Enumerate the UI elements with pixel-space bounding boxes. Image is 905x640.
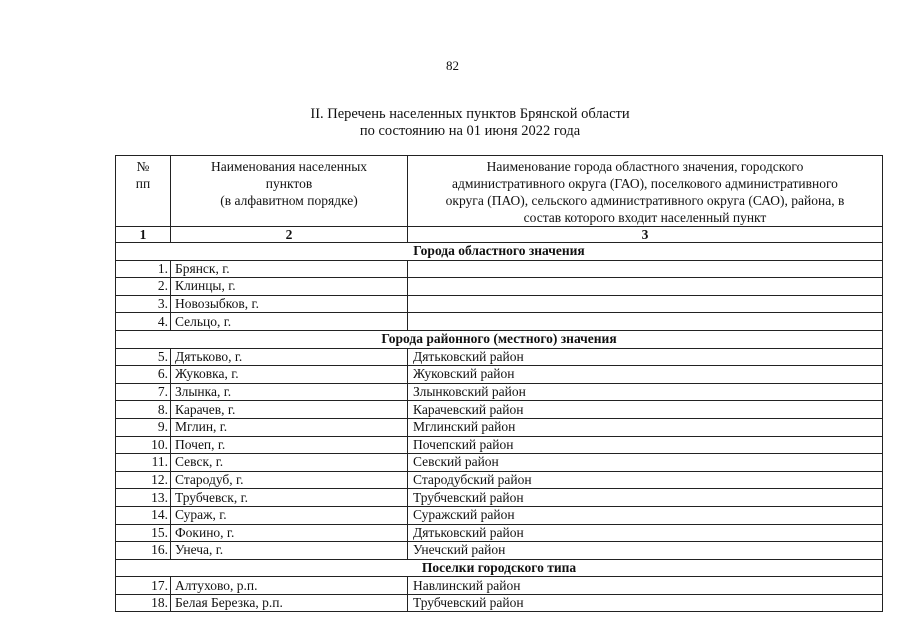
district-cell: Карачевский район <box>408 401 883 419</box>
header-settlement-cell <box>171 156 408 227</box>
row-number-cell: 6. <box>116 366 171 384</box>
district-cell: Унечский район <box>408 542 883 560</box>
table-body <box>116 243 883 612</box>
table-row <box>116 313 883 331</box>
header-settlement-line: Наименования населенных <box>210 159 368 174</box>
header-number-cell <box>116 156 171 227</box>
row-number-cell: 14. <box>116 506 171 524</box>
settlement-name-cell: Новозыбков, г. <box>171 295 408 313</box>
header-district-line: Наименование города областного значения, городского <box>486 159 804 174</box>
table-row <box>116 524 883 542</box>
district-cell <box>408 313 883 331</box>
settlement-name-cell: Карачев, г. <box>171 401 408 419</box>
district-cell: Трубчевский район <box>408 489 883 507</box>
district-cell: Суражский район <box>408 506 883 524</box>
document-title-line-1: II. Перечень населенных пунктов Брянской области <box>310 106 630 122</box>
district-cell: Трубчевский район <box>408 594 883 612</box>
table-row <box>116 348 883 366</box>
district-cell <box>408 278 883 296</box>
settlement-name-cell: Севск, г. <box>171 454 408 472</box>
table-row <box>116 366 883 384</box>
table-row <box>116 260 883 278</box>
settlement-name-cell: Жуковка, г. <box>171 366 408 384</box>
row-number-cell: 1. <box>116 260 171 278</box>
row-number-cell: 2. <box>116 278 171 296</box>
header-number-line: пп <box>135 176 151 191</box>
district-cell: Стародубский район <box>408 471 883 489</box>
row-number-cell: 9. <box>116 418 171 436</box>
district-cell: Дятьковский район <box>408 348 883 366</box>
column-numbers-row <box>116 227 883 243</box>
district-cell: Дятьковский район <box>408 524 883 542</box>
table-row <box>116 401 883 419</box>
row-number-cell: 10. <box>116 436 171 454</box>
row-number-cell: 4. <box>116 313 171 331</box>
table-row <box>116 577 883 595</box>
header-district-line: административного округа (ГАО), поселкового административного <box>452 176 838 191</box>
section-title: Поселки городского типа <box>116 559 883 577</box>
settlement-name-cell: Стародуб, г. <box>171 471 408 489</box>
settlement-name-cell: Трубчевск, г. <box>171 489 408 507</box>
district-cell: Мглинский район <box>408 418 883 436</box>
row-number-cell: 16. <box>116 542 171 560</box>
page-number: 82 <box>446 58 459 73</box>
district-cell: Почепский район <box>408 436 883 454</box>
settlement-name-cell: Сельцо, г. <box>171 313 408 331</box>
row-number-cell: 17. <box>116 577 171 595</box>
settlement-name-cell: Алтухово, р.п. <box>171 577 408 595</box>
table-row <box>116 542 883 560</box>
table-header-row <box>116 156 883 227</box>
table-row <box>116 594 883 612</box>
district-cell: Жуковский район <box>408 366 883 384</box>
section-row <box>116 243 883 261</box>
row-number-cell: 5. <box>116 348 171 366</box>
table-row <box>116 436 883 454</box>
table-row <box>116 418 883 436</box>
column-number-1: 1 <box>116 227 171 243</box>
district-cell: Севский район <box>408 454 883 472</box>
row-number-cell: 12. <box>116 471 171 489</box>
column-number-3: 3 <box>408 227 883 243</box>
settlement-name-cell: Мглин, г. <box>171 418 408 436</box>
table-row <box>116 454 883 472</box>
settlement-name-cell: Фокино, г. <box>171 524 408 542</box>
row-number-cell: 7. <box>116 383 171 401</box>
settlement-name-cell: Почеп, г. <box>171 436 408 454</box>
settlement-name-cell: Брянск, г. <box>171 260 408 278</box>
section-row <box>116 330 883 348</box>
section-title: Города областного значения <box>116 243 883 261</box>
header-district-cell <box>408 156 883 227</box>
table-row <box>116 489 883 507</box>
column-number-2: 2 <box>171 227 408 243</box>
settlement-name-cell: Белая Березка, р.п. <box>171 594 408 612</box>
settlement-name-cell: Дятьково, г. <box>171 348 408 366</box>
section-title: Города районного (местного) значения <box>116 330 883 348</box>
settlement-name-cell: Клинцы, г. <box>171 278 408 296</box>
table-row <box>116 506 883 524</box>
header-district-line: состав которого входит населенный пункт <box>523 210 767 225</box>
settlement-name-cell: Злынка, г. <box>171 383 408 401</box>
district-cell: Злынковский район <box>408 383 883 401</box>
document-title-line-2: по состоянию на 01 июня 2022 года <box>359 123 581 139</box>
row-number-cell: 18. <box>116 594 171 612</box>
header-number-line: № <box>136 159 150 174</box>
row-number-cell: 3. <box>116 295 171 313</box>
table-row <box>116 295 883 313</box>
district-cell <box>408 295 883 313</box>
header-settlement-line: пунктов <box>265 176 313 191</box>
settlement-name-cell: Унеча, г. <box>171 542 408 560</box>
row-number-cell: 15. <box>116 524 171 542</box>
settlement-name-cell: Сураж, г. <box>171 506 408 524</box>
document-title <box>0 106 905 140</box>
table-row <box>116 383 883 401</box>
row-number-cell: 13. <box>116 489 171 507</box>
section-row <box>116 559 883 577</box>
settlements-table <box>115 155 883 612</box>
table-row <box>116 278 883 296</box>
row-number-cell: 11. <box>116 454 171 472</box>
row-number-cell: 8. <box>116 401 171 419</box>
district-cell <box>408 260 883 278</box>
header-district-line: округа (ПАО), сельского административного округа (САО), района, в <box>445 193 845 208</box>
header-settlement-line: (в алфавитном порядке) <box>220 193 358 208</box>
table-row <box>116 471 883 489</box>
district-cell: Навлинский район <box>408 577 883 595</box>
